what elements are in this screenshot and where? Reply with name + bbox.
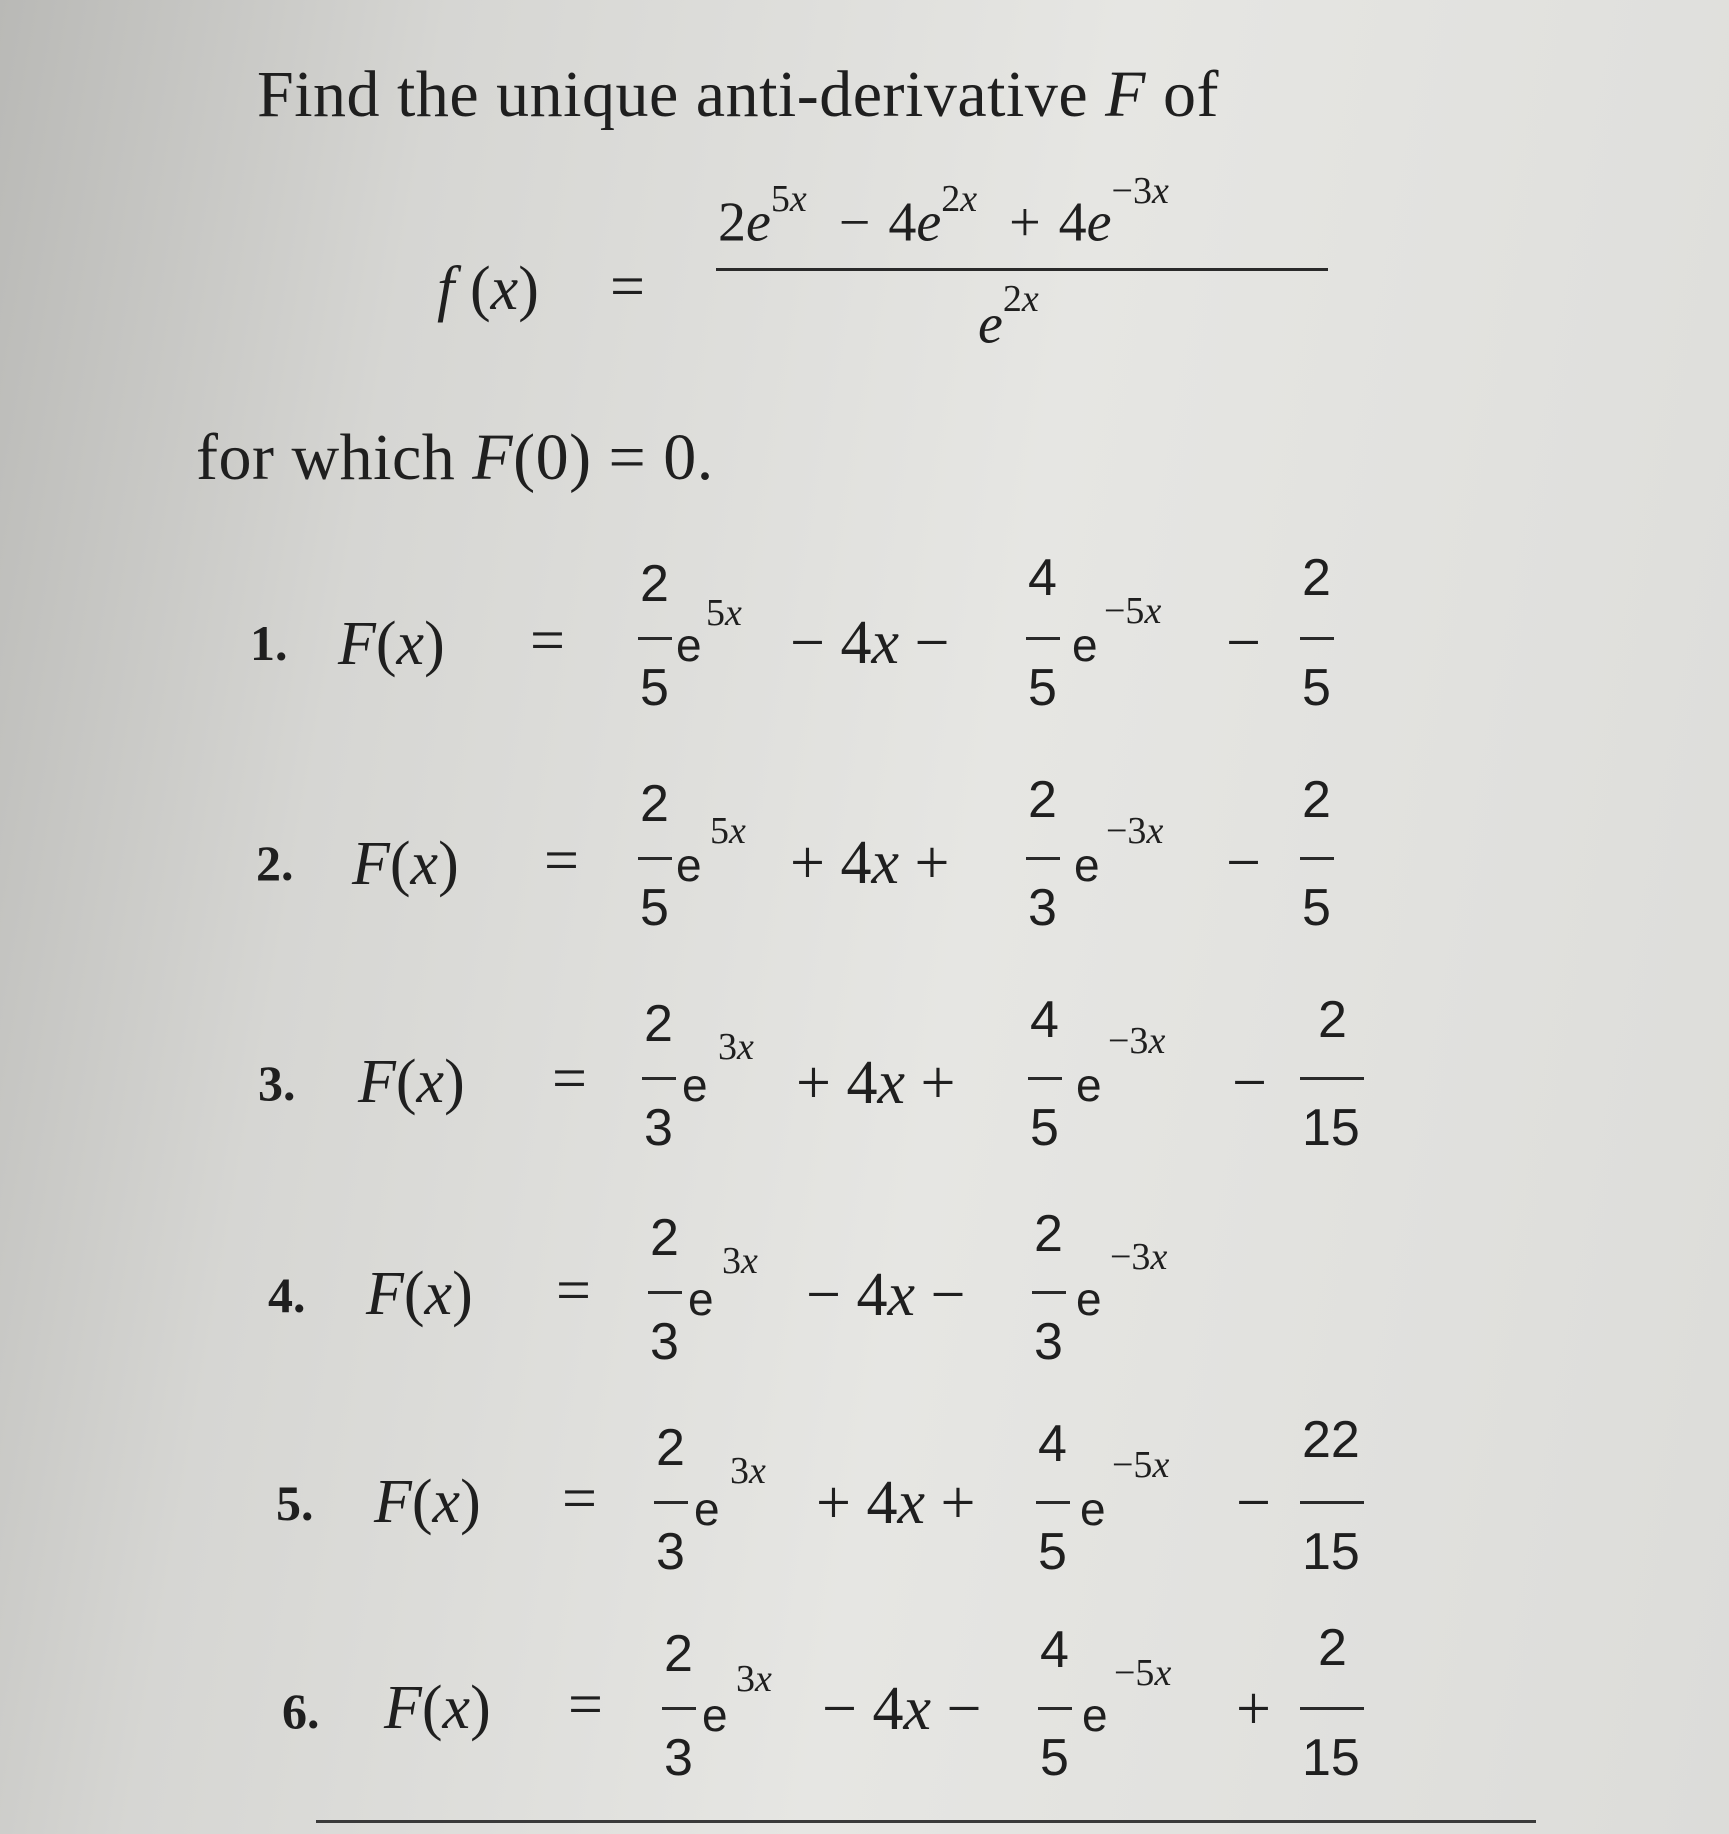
term: − 4x − (822, 1675, 982, 1743)
exp-e: e (682, 1059, 708, 1111)
term: − 4x − (790, 609, 950, 677)
option-lhs: F(x) (374, 1468, 481, 1536)
frac-den: 5 (1302, 879, 1331, 937)
option-number: 3. (258, 1055, 296, 1111)
frac-den: 15 (1302, 1729, 1360, 1787)
frac-den: 3 (1034, 1313, 1063, 1371)
term: − (1236, 1469, 1271, 1537)
function-eq: = (610, 253, 645, 321)
frac-num: 2 (664, 1625, 693, 1683)
frac-num: 4 (1030, 991, 1059, 1049)
frac-bar (662, 1707, 696, 1710)
intro-text-b: of (1145, 58, 1219, 131)
exp-e: e (676, 619, 702, 671)
exp-power: 3x (718, 1026, 754, 1068)
frac-num: 2 (644, 995, 673, 1053)
frac-den: 5 (1028, 659, 1057, 717)
question-intro (257, 58, 1219, 131)
term: + 4x + (796, 1049, 956, 1117)
exp-power: −5x (1114, 1652, 1172, 1694)
exp-e: e (688, 1273, 714, 1325)
frac-den: 5 (1030, 1099, 1059, 1157)
function-numerator: $2e^{5x} - 4e^{2x} + 4e^{-3x}$ (718, 170, 1169, 254)
frac-den: 3 (650, 1313, 679, 1371)
exp-power: 3x (722, 1240, 758, 1282)
exp-e: e (676, 839, 702, 891)
term: + 4x + (816, 1469, 976, 1537)
term: − (1232, 1049, 1267, 1117)
frac-num: 4 (1028, 549, 1057, 607)
exp-e: e (1076, 1273, 1102, 1325)
frac-den: 5 (1302, 659, 1331, 717)
exp-e: e (1074, 839, 1100, 891)
option-eq: = (568, 1671, 603, 1739)
option-eq: = (562, 1465, 597, 1533)
frac-bar (1300, 1707, 1364, 1710)
frac-bar (638, 637, 672, 640)
option-lhs: F(x) (352, 830, 459, 898)
frac-bar (1300, 1077, 1364, 1080)
exp-power: −3x (1110, 1236, 1168, 1278)
frac-den: 3 (1028, 879, 1057, 937)
frac-num: 4 (1038, 1415, 1067, 1473)
term: + 4x + (790, 829, 950, 897)
frac-bar (1032, 1291, 1066, 1294)
term: + (1236, 1675, 1271, 1743)
option-eq: = (552, 1045, 587, 1113)
frac-den: 3 (664, 1729, 693, 1787)
frac-num: 2 (1318, 991, 1347, 1049)
frac-den: 5 (640, 659, 669, 717)
exp-power: 3x (736, 1658, 772, 1700)
option-eq: = (556, 1257, 591, 1325)
exp-e: e (1072, 619, 1098, 671)
frac-bar (648, 1291, 682, 1294)
frac-num: 2 (640, 775, 669, 833)
exp-e: e (1080, 1483, 1106, 1535)
option-lhs: F(x) (384, 1674, 491, 1742)
exp-e: e (1076, 1059, 1102, 1111)
frac-num: 2 (1034, 1205, 1063, 1263)
frac-bar (1026, 637, 1060, 640)
frac-num: 2 (1302, 771, 1331, 829)
condition-text-b: (0) = 0. (513, 421, 714, 494)
frac-num: 22 (1302, 1411, 1360, 1469)
option-lhs: F(x) (338, 610, 445, 678)
term: − (1226, 609, 1261, 677)
frac-den: 3 (656, 1523, 685, 1581)
frac-bar (638, 857, 672, 860)
option-eq: = (530, 607, 565, 675)
exp-e: e (1082, 1689, 1108, 1741)
frac-num: 2 (650, 1209, 679, 1267)
frac-num: 4 (1040, 1621, 1069, 1679)
frac-bar (1300, 1501, 1364, 1504)
frac-bar (1038, 1707, 1072, 1710)
exp-power: −5x (1104, 590, 1162, 632)
frac-bar (642, 1077, 676, 1080)
exp-e: e (694, 1483, 720, 1535)
question-condition (196, 421, 714, 494)
exp-power: −5x (1112, 1444, 1170, 1486)
frac-den: 5 (1040, 1729, 1069, 1787)
option-eq: = (544, 827, 579, 895)
frac-num: 2 (656, 1419, 685, 1477)
term: − (1226, 829, 1261, 897)
condition-F: F (472, 421, 514, 494)
frac-bar (1300, 637, 1334, 640)
frac-den: 15 (1302, 1099, 1360, 1157)
exp-power: 3x (730, 1450, 766, 1492)
intro-text-a: Find the unique anti-derivative (257, 58, 1106, 131)
option-number: 1. (250, 615, 288, 671)
term: − 4x − (806, 1261, 966, 1329)
condition-text-a: for which (196, 421, 473, 494)
frac-den: 15 (1302, 1523, 1360, 1581)
function-denominator: $e^{2x}$ (978, 278, 1039, 356)
exp-power: 5x (710, 810, 746, 852)
function-lhs-paren: (x) (470, 255, 539, 323)
exp-e: e (702, 1689, 728, 1741)
option-number: 6. (282, 1683, 320, 1739)
frac-den: 5 (1038, 1523, 1067, 1581)
frac-bar (654, 1501, 688, 1504)
frac-num: 2 (1318, 1619, 1347, 1677)
intro-F: F (1105, 58, 1146, 131)
frac-num: 2 (1302, 549, 1331, 607)
function-lhs: f (437, 255, 455, 323)
option-number: 4. (268, 1267, 306, 1323)
frac-bar (1026, 857, 1060, 860)
frac-num: 2 (640, 555, 669, 613)
option-number: 5. (276, 1475, 314, 1531)
option-lhs: F(x) (366, 1260, 473, 1328)
section-divider (316, 1820, 1536, 1823)
exp-power: −3x (1106, 810, 1164, 852)
frac-den: 5 (640, 879, 669, 937)
frac-den: 3 (644, 1099, 673, 1157)
option-number: 2. (256, 835, 294, 891)
frac-bar (1036, 1501, 1070, 1504)
frac-bar (1300, 857, 1334, 860)
exp-power: 5x (706, 592, 742, 634)
frac-num: 2 (1028, 771, 1057, 829)
function-fraction-bar (716, 268, 1328, 271)
exp-power: −3x (1108, 1020, 1166, 1062)
frac-bar (1028, 1077, 1062, 1080)
option-lhs: F(x) (358, 1048, 465, 1116)
